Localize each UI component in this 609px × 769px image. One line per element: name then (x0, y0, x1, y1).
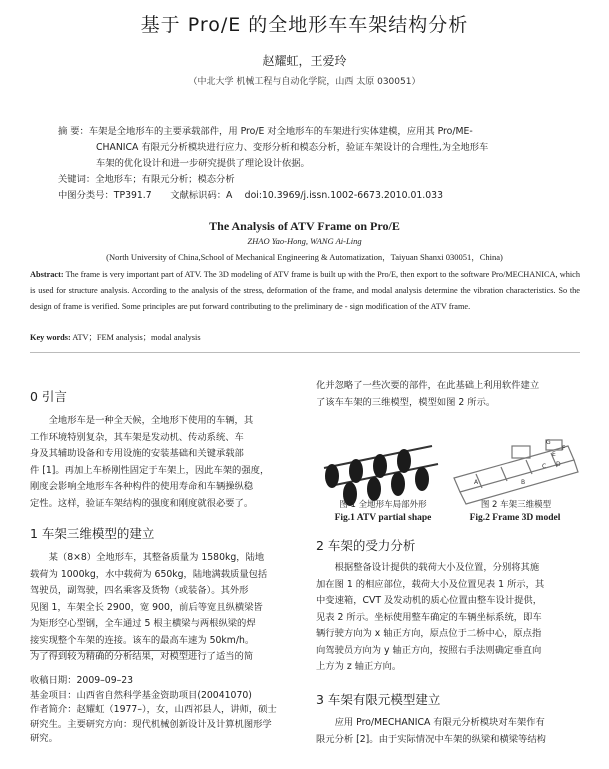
body-line: 见表 2 所示。坐标使用整车确定的车辆坐标系统，即车 (316, 611, 542, 623)
section-3-body (316, 715, 582, 748)
abstract-line: CHANICA 有限元分析模块进行应力、变形分析和模态分析，验证车架设计的合理性,为全地形车 (96, 142, 489, 153)
section-1-body (30, 550, 298, 666)
body-line: 了该车车架的三维模型，模型如图 2 所示。 (316, 396, 496, 408)
english-keywords (30, 331, 580, 343)
body-line: 见图 1，车架全长 2900，宽 900，前后等宽且纵横梁皆 (30, 601, 263, 613)
section-0-heading: 0 引言 (30, 389, 67, 404)
author-bio: 作者简介：赵耀虹（1977–），女，山西祁县人，讲师，硕士 (30, 704, 277, 715)
fig1-caption-en: Fig.1 ATV partial shape (334, 513, 432, 523)
paper-title: 基于 Pro/E 的全地形车车架结构分析 (140, 14, 469, 36)
body-line: 向驾驶员方向为 y 轴正方向，按照右手法则确定垂直向 (316, 644, 542, 656)
body-line: 根据整备设计提供的载荷大小及位置，分别将其施 (316, 562, 540, 573)
frame-label: E (552, 451, 556, 458)
body-line: 辆行驶方向为 x 轴正方向，原点位于二桥中心，原点指 (316, 628, 542, 639)
body-line: 全地形车是一种全天候，全地形下使用的车辆，其 (30, 415, 254, 426)
body-line: 某（8×8）全地形车，其整备质量为 1580kg，陆地 (30, 552, 265, 563)
english-abstract (30, 267, 580, 315)
received-date: 收稿日期：2009–09–23 (30, 675, 134, 686)
english-affiliation: (North University of China,School of Mechanical Engineering & Automatization，Taiyuan Shanxi 030051，China) (106, 252, 503, 262)
body-line: 应用 Pro/MECHANICA 有限元分析模块对车架作有 (316, 717, 545, 728)
footnote (30, 674, 298, 747)
frame-label: G (546, 439, 551, 446)
section-0-body (30, 413, 298, 512)
body-line: 身及其辅助设备和专用设施的安装基础和关键承载部 (30, 448, 244, 459)
keywords-en-text: ATV；FEM analysis；modal analysis (70, 333, 201, 342)
body-line: 刚度会影响全地形车各种构件的使用寿命和车辆操纵稳 (30, 481, 254, 492)
abstract-line: 车架是全地形车的主要承载部件，用 Pro/E 对全地形车的车架进行实体建模，应用其 Pro/ME- (88, 126, 473, 137)
fig1-caption-cn: 图 1 全地形车局部外形 (339, 500, 427, 510)
section-2-heading: 2 车架的受力分析 (316, 538, 416, 553)
abstract-en-label: Abstract: (30, 270, 64, 279)
keywords-en-label: Key words: (30, 333, 71, 342)
body-line: 上方为 z 轴正方向。 (316, 661, 402, 672)
body-line: 限元分析 [2]。由于实际情况中车架的纵梁和横梁等结构 (316, 733, 546, 745)
body-line: 接实现整个车架的连接。该车的最高车速为 50km/h。 (30, 634, 255, 646)
abstract-cn (58, 124, 568, 204)
abstract-line: 车架的优化设计和进一步研究提供了理论设计依据。 (96, 158, 310, 169)
fig2-caption-cn: 图 2 车架三维模型 (480, 500, 552, 510)
body-line: 为了得到较为精确的分析结果，对模型进行了适当的简 (30, 651, 254, 662)
authors: 赵耀虹，王爱玲 (262, 54, 347, 68)
body-line: 化并忽略了一些次要的部件，在此基础上利用软件建立 (316, 380, 540, 391)
section-3-heading: 3 车架有限元模型建立 (316, 692, 441, 707)
frame-label: D (556, 461, 561, 468)
fig2-caption-en: Fig.2 Frame 3D model (469, 513, 561, 523)
body-line: 中变速箱，CVT 及发动机的质心位置由整车设计提供， (316, 595, 543, 606)
frame-label: F (562, 445, 566, 452)
body-line: 加在图 1 的相应部位，载荷大小及位置见表 1 所示，其 (316, 578, 545, 590)
footnote-rule (30, 650, 200, 651)
fig1-atv-wheels-drawing (324, 446, 438, 506)
body-line: 件 [1]。再加上车桥刚性固定于车架上，因此车架的强度， (30, 464, 270, 476)
frame-label: A (474, 479, 479, 486)
classification-line: 中图分类号：TP391.7 文献标识码：A doi:10.3969/j.issn.1002-6673.2010.01.033 (58, 190, 443, 201)
section-2-body (316, 560, 582, 676)
author-bio: 研究生。主要研究方向：现代机械创新设计及计算机图形学 (30, 718, 272, 730)
affiliation: （中北大学 机械工程与自动化学院，山西 太原 030051） (188, 77, 421, 87)
section-1-heading: 1 车架三维模型的建立 (30, 526, 155, 541)
body-line: 驾驶员，副驾驶，四名乘客及货物（或装备）。其外形 (30, 585, 249, 596)
frame-label: C (542, 463, 547, 470)
abstract-en-text: The frame is very important part of ATV. The 3D modeling of ATV frame is built up with the Pro/E, then export to the software Pro/MECHANICA, which is used for structure analysis. According to the analysis of the stress, deformation of the frame, and modal analysis determine the vibration characteristics. So the design of frame is verified. Some principles are put forward contributing to the preliminary de - sign modification of the ATV frame. (30, 270, 580, 311)
keywords-cn: 关键词：全地形车；有限元分析；模态分析 (58, 174, 235, 185)
right-column-intro (316, 378, 582, 411)
body-line: 为矩形空心型钢，全车通过 5 根主横梁与两根纵梁的焊 (30, 618, 256, 629)
frame-label: B (521, 479, 526, 486)
body-line: 工作环境特别复杂，其车架是发动机、传动系统、车 (30, 431, 244, 443)
english-title: The Analysis of ATV Frame on Pro/E (209, 219, 400, 233)
fund-line: 基金项目：山西省自然科学基金资助项目(20041070) (30, 689, 252, 701)
body-line: 载荷为 1000kg，水中载荷为 650kg，陆地满载质量包括 (30, 568, 268, 580)
english-authors: ZHAO Yao-Hong, WANG Ai-Ling (247, 236, 362, 246)
abstract-label: 摘 要： (58, 126, 89, 137)
divider (30, 352, 580, 353)
fig2-frame-drawing (454, 440, 578, 504)
body-line: 定性。这样，验证车架结构的强度和刚度就很必要了。 (30, 497, 254, 509)
author-bio: 研究。 (30, 733, 58, 744)
